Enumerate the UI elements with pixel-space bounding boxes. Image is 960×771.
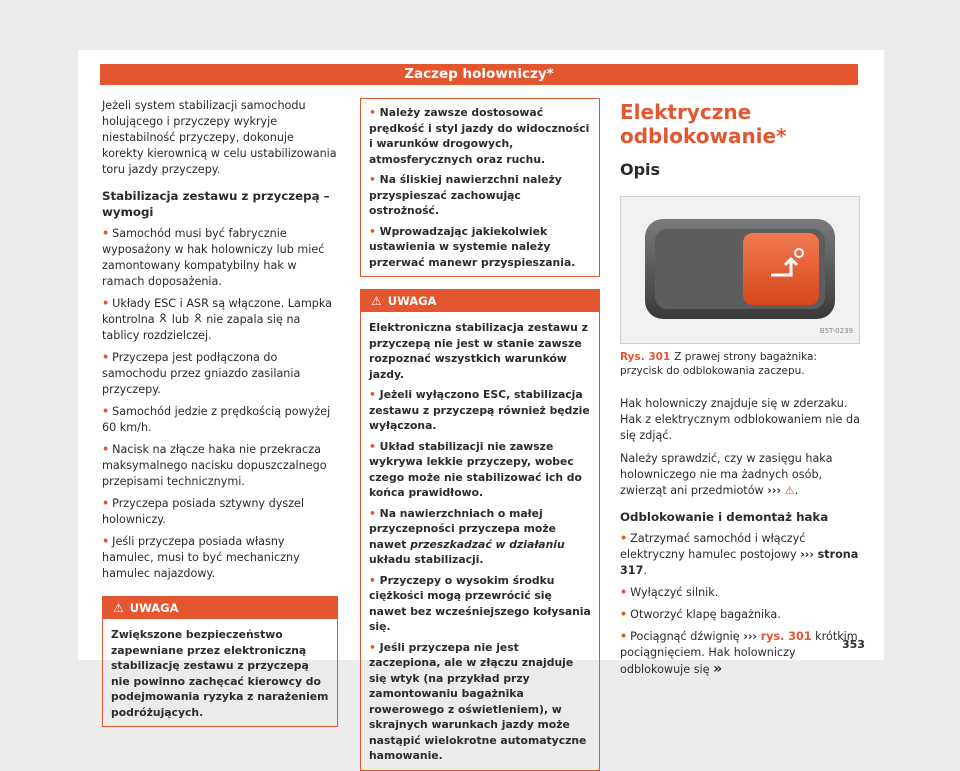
list-item: • Układ stabilizacji nie zawsze wykrywa lekkie przyczepy, wobec czego może nie stabilizować ich do końca prawidłowo. (369, 439, 582, 499)
list-item: • Jeśli przyczepa nie jest zaczepiona, ale w złączu znajduje się wtyk (na przykład przy zamontowaniu bagażnika rowerowego z oświetleniem), w skrajnych warunkach jazdy może nastąpić wielokrotne automatyczne hamowanie. (369, 640, 587, 762)
bullet-dot-icon: • (102, 351, 110, 364)
bullet-dot-icon: • (369, 506, 376, 520)
bullet-dot-icon: • (620, 532, 628, 545)
paragraph: Należy sprawdzić, czy w zasięgu haka holowniczego nie ma żadnych osób, zwierząt ani przedmiotów ››› ⚠. (620, 452, 833, 497)
section-title: Elektryczne odblokowanie* (620, 100, 787, 148)
list-item: • Układy ESC i ASR są włączone. Lampka kontrolna lub nie zapala się na tablicy rozdzielczej. (102, 297, 333, 342)
figure-unlock-button (620, 196, 860, 344)
warning-box-header: ⚠ UWAGA (103, 597, 337, 619)
paragraph: Hak holowniczy znajduje się w zderzaku. Hak z elektrycznym odblokowaniem nie da się zdjąć. (620, 397, 860, 442)
warning-continuation-box (360, 98, 600, 277)
page-reference-link[interactable]: strona 317 (620, 548, 859, 577)
list-item: • Nacisk na złącze haka nie przekracza maksymalnego nacisku dopuszczalnego przepisami technicznymi. (102, 443, 327, 488)
bullet-dot-icon: • (369, 388, 376, 401)
column-left (102, 98, 338, 727)
warning-triangle-icon: ⚠ (371, 294, 382, 308)
list-item: • Samochód jedzie z prędkością powyżej 60 km/h. (102, 405, 331, 434)
warning-box-body: Zwiększone bezpieczeństwo zapewniane przez elektroniczną stabilizację zestawu z przyczepą nie powinno zachęcać kierowcy do podejmowania ryzyka z narażeniem podróżujących. (111, 628, 329, 719)
list-item: • Na śliskiej nawierzchni należy przyspieszać zachowując ostrożność. (369, 173, 562, 217)
figure-code: B5T-0239 (819, 327, 853, 335)
continue-marker: » (713, 661, 723, 677)
list-item: • Przyczepa jest podłączona do samochodu przez gniazdo zasilania przyczepy. (102, 351, 301, 396)
bullet-dot-icon: • (369, 224, 376, 238)
figure-caption: Rys. 301 Z prawej strony bagażnika: przycisk do odblokowania zaczepu. (620, 351, 817, 377)
warning-triangle-icon: ⚠ (113, 601, 124, 615)
list-item: • Pociągnąć dźwignię ››› rys. 301 krótkim pociągnięciem. Hak holowniczy odblokowuje się » (620, 630, 858, 677)
list-item: • Przyczepy o wysokim środku ciężkości mogą przewrócić się nawet bez wcześniejszego kołysania się. (369, 573, 591, 633)
list-item: • Jeśli przyczepa posiada własny hamulec, musi to być mechaniczny hamulec najazdowy. (102, 535, 300, 580)
warning-box-body (361, 312, 599, 770)
bullet-dot-icon: • (620, 608, 628, 621)
warning-text: Elektroniczna stabilizacja zestawu z przyczepą nie jest w stanie zawsze rozpoznać wszystkich warunków jazdy. (369, 321, 588, 381)
reference-arrows: ››› (767, 484, 782, 497)
page-number: 353 (842, 638, 865, 651)
bullet-dot-icon: • (102, 443, 110, 456)
trailer-stability-warning-icon (158, 313, 168, 323)
list-item: • Jeżeli wyłączono ESC, stabilizacja zestawu z przyczepą również będzie wyłączona. (369, 388, 590, 432)
trailer-stability-warning-icon-alt (193, 313, 203, 323)
section-subtitle: Opis (620, 160, 661, 179)
warning-box (102, 596, 338, 727)
bullet-dot-icon: • (369, 439, 376, 453)
list-item: • Otworzyć klapę bagażnika. (620, 608, 781, 621)
bullet-dot-icon: • (102, 497, 110, 510)
section-subheading: Odblokowanie i demontaż haka (620, 510, 829, 524)
intro-paragraph: Jeżeli system stabilizacji samochodu holującego i przyczepy wykryje niestabilność przyczepy, dokonuje korekty kierownicą w celu ustabilizowania toru jazdy przyczepy. (102, 99, 337, 176)
list-item: • Wprowadzając jakiekolwiek ustawienia w systemie należy przerwać manewr przyspieszania. (369, 224, 576, 269)
list-item: • Należy zawsze dostosować prędkość i styl jazdy do widoczności i warunków drogowych, atmosferycznych oraz ruchu. (369, 106, 590, 166)
bullet-dot-icon: • (369, 640, 376, 654)
section-subheading: Stabilizacja zestawu z przyczepą – wymogi (102, 189, 330, 219)
bullet-dot-icon: • (369, 573, 376, 587)
list-item: • Zatrzymać samochód i włączyć elektryczny hamulec postojowy ››› strona 317. (620, 532, 859, 577)
page-header: Zaczep holowniczy* (100, 64, 858, 85)
bullet-dot-icon: • (369, 173, 376, 186)
warning-box-header: ⚠ UWAGA (361, 290, 599, 312)
bullet-dot-icon: • (102, 227, 110, 240)
warning-triangle-icon[interactable]: ⚠ (784, 484, 795, 497)
bullet-dot-icon: • (620, 586, 628, 599)
list-item: • Na nawierzchniach o małej przyczepności przyczepa może nawet przeszkadzać w działaniu układu stabilizacji. (369, 506, 565, 566)
bullet-dot-icon: • (102, 405, 110, 418)
bullet-dot-icon: • (369, 106, 376, 119)
bullet-dot-icon: • (102, 297, 110, 310)
bullet-dot-icon: • (620, 630, 628, 643)
bullet-dot-icon: • (102, 535, 110, 548)
warning-box (360, 289, 600, 771)
list-item: • Samochód musi być fabrycznie wyposażony w hak holowniczy lub mieć zamontowany kompatybilny hak w ramach doposażenia. (102, 227, 325, 288)
figure-reference-link[interactable]: rys. 301 (760, 630, 812, 643)
list-item: • Wyłączyć silnik. (620, 586, 719, 599)
unlock-button-illustration (621, 197, 859, 343)
column-middle (360, 98, 600, 771)
list-item: • Przyczepa posiada sztywny dyszel holowniczy. (102, 497, 305, 526)
column-right (620, 98, 860, 684)
